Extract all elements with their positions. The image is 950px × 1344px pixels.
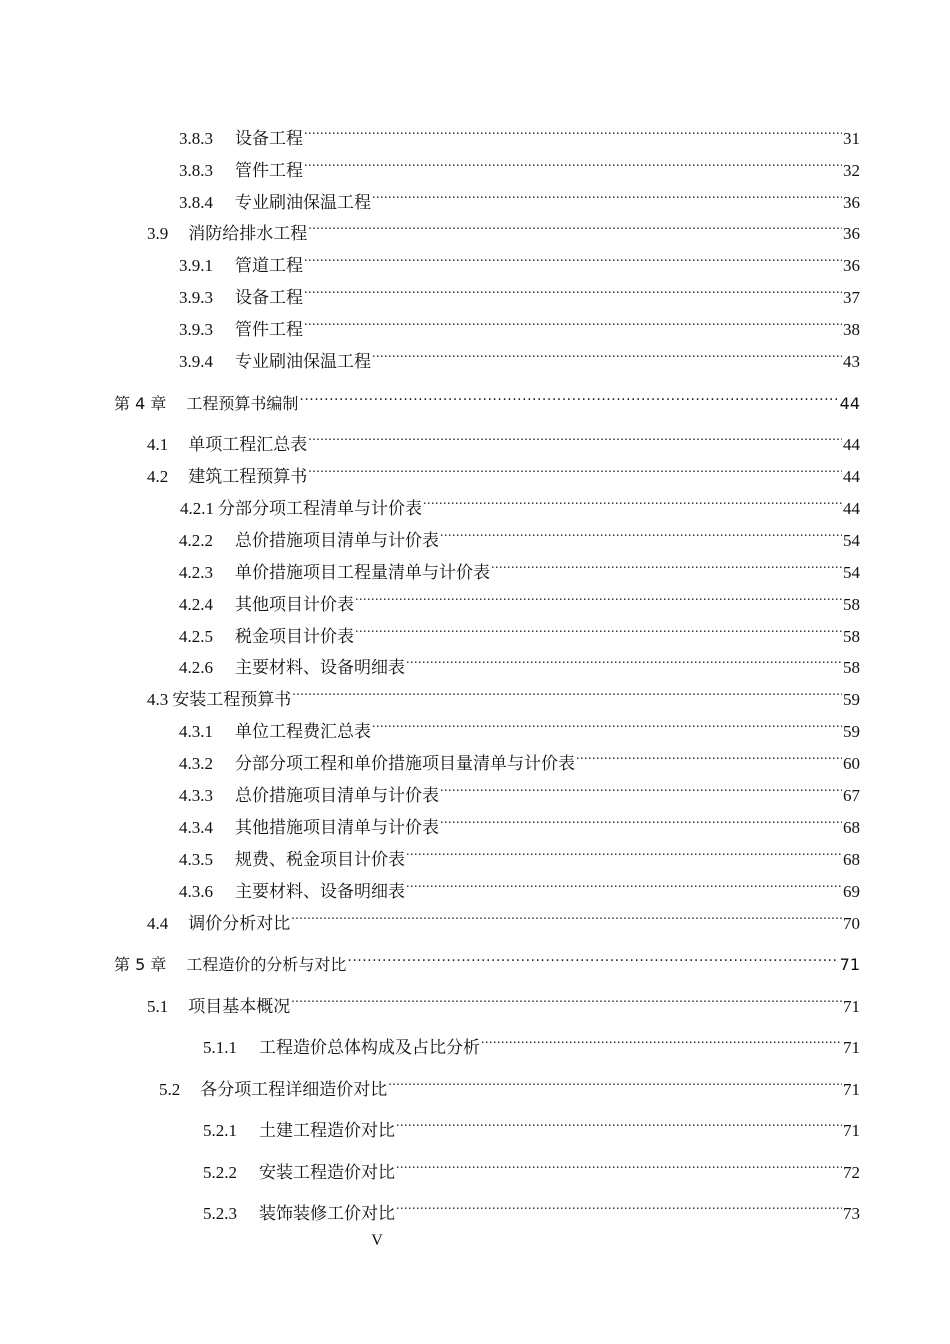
toc-dot-leader: [304, 122, 842, 144]
toc-entry-number: 4.3.6: [179, 882, 213, 901]
toc-entry-number: 5.1.1: [203, 1038, 237, 1057]
toc-entry-page: 59: [843, 690, 860, 709]
toc-entry[interactable]: [179, 620, 860, 648]
toc-entry-number: 4.2.5: [179, 627, 213, 646]
toc-dot-leader: [347, 948, 838, 970]
toc-entry-title: 管件工程: [235, 320, 303, 339]
toc-dot-leader: [291, 990, 842, 1012]
toc-dot-leader: [304, 154, 842, 176]
toc-dot-leader: [388, 1073, 842, 1095]
toc-entry[interactable]: [179, 154, 860, 182]
toc-dot-leader: [304, 249, 842, 271]
toc-entry-page: 71: [843, 1080, 860, 1099]
toc-entry-page: 58: [843, 658, 860, 677]
toc-entry-title: 设备工程: [235, 288, 303, 307]
toc-entry[interactable]: [179, 588, 860, 616]
toc-entry-number: 5.2.3: [203, 1204, 237, 1223]
toc-entry-title: 各分项工程详细造价对比: [200, 1080, 388, 1099]
toc-entry[interactable]: [179, 186, 860, 214]
toc-entry[interactable]: [179, 122, 860, 150]
toc-entry-title: 安装工程预算书: [172, 690, 292, 709]
toc-entry-page: 68: [843, 850, 860, 869]
toc-dot-leader: [396, 1197, 842, 1219]
toc-entry[interactable]: [179, 249, 860, 277]
toc-entry-title: 单项工程汇总表: [188, 435, 308, 454]
toc-entry-number: 5.1: [147, 997, 169, 1016]
toc-entry-title: 消防给排水工程: [188, 224, 308, 243]
toc-entry[interactable]: [147, 428, 860, 456]
toc-chapter-entry[interactable]: [114, 387, 860, 415]
toc-entry-number: 4.3.2: [179, 754, 213, 773]
toc-dot-leader: [396, 1114, 842, 1136]
toc-dot-leader: [355, 588, 842, 610]
toc-entry-title: 专业刷油保温工程: [235, 352, 371, 371]
toc-entry-page: 31: [843, 129, 860, 148]
toc-entry-number: 4.3.4: [179, 818, 213, 837]
toc-entry[interactable]: [179, 715, 860, 743]
toc-entry-title: 总价措施项目清单与计价表: [235, 786, 439, 805]
page-number: V: [371, 1232, 383, 1249]
toc-dot-leader: [355, 620, 842, 642]
toc-entry-number: 5.2.2: [203, 1163, 237, 1182]
toc-entry-page: 58: [843, 595, 860, 614]
toc-entry[interactable]: [179, 651, 860, 679]
toc-entry-page: 72: [843, 1163, 860, 1182]
toc-entry-title: 土建工程造价对比: [259, 1121, 395, 1140]
toc-entry-page: 44: [839, 394, 860, 413]
toc-entry-number: 5.2: [159, 1080, 181, 1099]
toc-entry-page: 70: [843, 914, 860, 933]
toc-dot-leader: [308, 460, 842, 482]
toc-entry-number: 4.2.4: [179, 595, 213, 614]
toc-entry[interactable]: [147, 990, 860, 1018]
toc-entry-page: 54: [843, 531, 860, 550]
toc-chapter-number: 第 4 章: [114, 394, 167, 413]
toc-entry-page: 36: [843, 224, 860, 243]
toc-entry-title: 税金项目计价表: [235, 627, 354, 646]
toc-chapter-title: 工程造价的分析与对比: [186, 955, 347, 974]
toc-entry-title: 调价分析对比: [188, 914, 291, 933]
toc-entry-page: 43: [843, 352, 860, 371]
toc-entry[interactable]: [203, 1114, 860, 1142]
toc-dot-leader: [304, 281, 842, 303]
toc-dot-leader: [406, 843, 842, 865]
toc-dot-leader: [299, 387, 838, 409]
toc-entry-number: 4.3.1: [179, 722, 213, 741]
toc-entry-number: 4.3.5: [179, 850, 213, 869]
toc-entry-number: 3.8.3: [179, 161, 213, 180]
toc-entry-title: 主要材料、设备明细表: [235, 882, 405, 901]
toc-entry-number: 4.2.6: [179, 658, 213, 677]
toc-entry[interactable]: [147, 907, 860, 935]
toc-entry-number: 3.9: [147, 224, 169, 243]
toc-entry-page: 44: [843, 499, 860, 518]
toc-entry[interactable]: [180, 492, 860, 520]
toc-entry-title: 管件工程: [235, 161, 303, 180]
toc-entry-title: 建筑工程预算书: [188, 467, 308, 486]
toc-entry-title: 总价措施项目清单与计价表: [235, 531, 439, 550]
toc-dot-leader: [292, 683, 842, 705]
toc-dot-leader: [440, 779, 842, 801]
toc-dot-leader: [491, 556, 842, 578]
toc-entry-page: 71: [843, 997, 860, 1016]
toc-dot-leader: [372, 345, 842, 367]
toc-entry-page: 38: [843, 320, 860, 339]
toc-dot-leader: [440, 811, 842, 833]
toc-entry-title: 工程造价总体构成及占比分析: [259, 1038, 480, 1057]
toc-entry[interactable]: [147, 460, 860, 488]
toc-entry-page: 67: [843, 786, 860, 805]
toc-dot-leader: [372, 715, 842, 737]
toc-entry-page: 44: [843, 467, 860, 486]
toc-entry-page: 71: [843, 1121, 860, 1140]
toc-entry-number: 4.1: [147, 435, 169, 454]
toc-dot-leader: [576, 747, 842, 769]
toc-entry[interactable]: [179, 313, 860, 341]
toc-entry-title: 装饰装修工价对比: [259, 1204, 395, 1223]
toc-entry[interactable]: [203, 1197, 860, 1225]
toc-entry-page: 71: [839, 955, 860, 974]
toc-entry-number: 4.2.3: [179, 563, 213, 582]
toc-entry[interactable]: [147, 683, 860, 711]
toc-entry-number: 4.2.1: [180, 499, 214, 518]
toc-entry-title: 规费、税金项目计价表: [235, 850, 405, 869]
toc-entry-number: 4.2: [147, 467, 169, 486]
toc-entry-page: 54: [843, 563, 860, 582]
toc-entry-page: 44: [843, 435, 860, 454]
toc-entry-title: 管道工程: [235, 256, 303, 275]
toc-dot-leader: [396, 1156, 842, 1178]
toc-chapter-title: 工程预算书编制: [186, 394, 299, 413]
toc-entry-number: 5.2.1: [203, 1121, 237, 1140]
toc-entry-title: 分部分项工程和单价措施项目量清单与计价表: [235, 754, 575, 773]
toc-entry-number: 4.3.3: [179, 786, 213, 805]
toc-entry[interactable]: [203, 1156, 860, 1184]
toc-entry-title: 主要材料、设备明细表: [235, 658, 405, 677]
toc-entry-number: 3.9.1: [179, 256, 213, 275]
toc-entry-page: 36: [843, 256, 860, 275]
toc-entry[interactable]: [179, 281, 860, 309]
toc-entry-page: 59: [843, 722, 860, 741]
toc-entry-title: 其他项目计价表: [235, 595, 354, 614]
toc-dot-leader: [440, 524, 842, 546]
toc-entry[interactable]: [179, 556, 860, 584]
toc-dot-leader: [481, 1031, 842, 1053]
toc-entry-number: 3.9.4: [179, 352, 213, 371]
toc-entry-number: 4.3: [147, 690, 169, 709]
toc-entry-page: 36: [843, 193, 860, 212]
toc-entry[interactable]: [179, 811, 860, 839]
toc-entry-number: 3.8.4: [179, 193, 213, 212]
toc-entry-title: 单价措施项目工程量清单与计价表: [235, 563, 490, 582]
toc-entry-page: 68: [843, 818, 860, 837]
toc-dot-leader: [308, 428, 842, 450]
toc-dot-leader: [406, 875, 842, 897]
toc-entry-title: 设备工程: [235, 129, 303, 148]
toc-entry[interactable]: [179, 747, 860, 775]
toc-entry[interactable]: [147, 217, 860, 245]
toc-entry-page: 37: [843, 288, 860, 307]
toc-chapter-number: 第 5 章: [114, 955, 167, 974]
toc-entry[interactable]: [179, 345, 860, 373]
toc-dot-leader: [291, 907, 842, 929]
toc-entry-number: 3.9.3: [179, 288, 213, 307]
toc-entry[interactable]: [179, 524, 860, 552]
toc-entry[interactable]: [203, 1031, 860, 1059]
toc-entry-number: 4.4: [147, 914, 169, 933]
toc-entry-title: 单位工程费汇总表: [235, 722, 371, 741]
toc-entry-title: 分部分项工程清单与计价表: [218, 499, 422, 518]
toc-entry[interactable]: [179, 875, 860, 903]
toc-dot-leader: [423, 492, 842, 514]
toc-entry-page: 58: [843, 627, 860, 646]
toc-dot-leader: [308, 217, 842, 239]
toc-entry-number: 3.8.3: [179, 129, 213, 148]
toc-entry-title: 专业刷油保温工程: [235, 193, 371, 212]
toc-entry-page: 32: [843, 161, 860, 180]
toc-entry-page: 73: [843, 1204, 860, 1223]
toc-entry-title: 安装工程造价对比: [259, 1163, 395, 1182]
toc-entry[interactable]: [179, 843, 860, 871]
toc-entry-page: 69: [843, 882, 860, 901]
toc-chapter-entry[interactable]: [114, 948, 860, 976]
toc-entry[interactable]: [179, 779, 860, 807]
toc-entry-page: 60: [843, 754, 860, 773]
toc-entry-title: 项目基本概况: [188, 997, 291, 1016]
toc-entry-number: 4.2.2: [179, 531, 213, 550]
toc-entry-title: 其他措施项目清单与计价表: [235, 818, 439, 837]
toc-dot-leader: [304, 313, 842, 335]
toc-dot-leader: [406, 651, 842, 673]
toc-entry-page: 71: [843, 1038, 860, 1057]
toc-dot-leader: [372, 186, 842, 208]
toc-entry-number: 3.9.3: [179, 320, 213, 339]
toc-entry[interactable]: [159, 1073, 860, 1101]
